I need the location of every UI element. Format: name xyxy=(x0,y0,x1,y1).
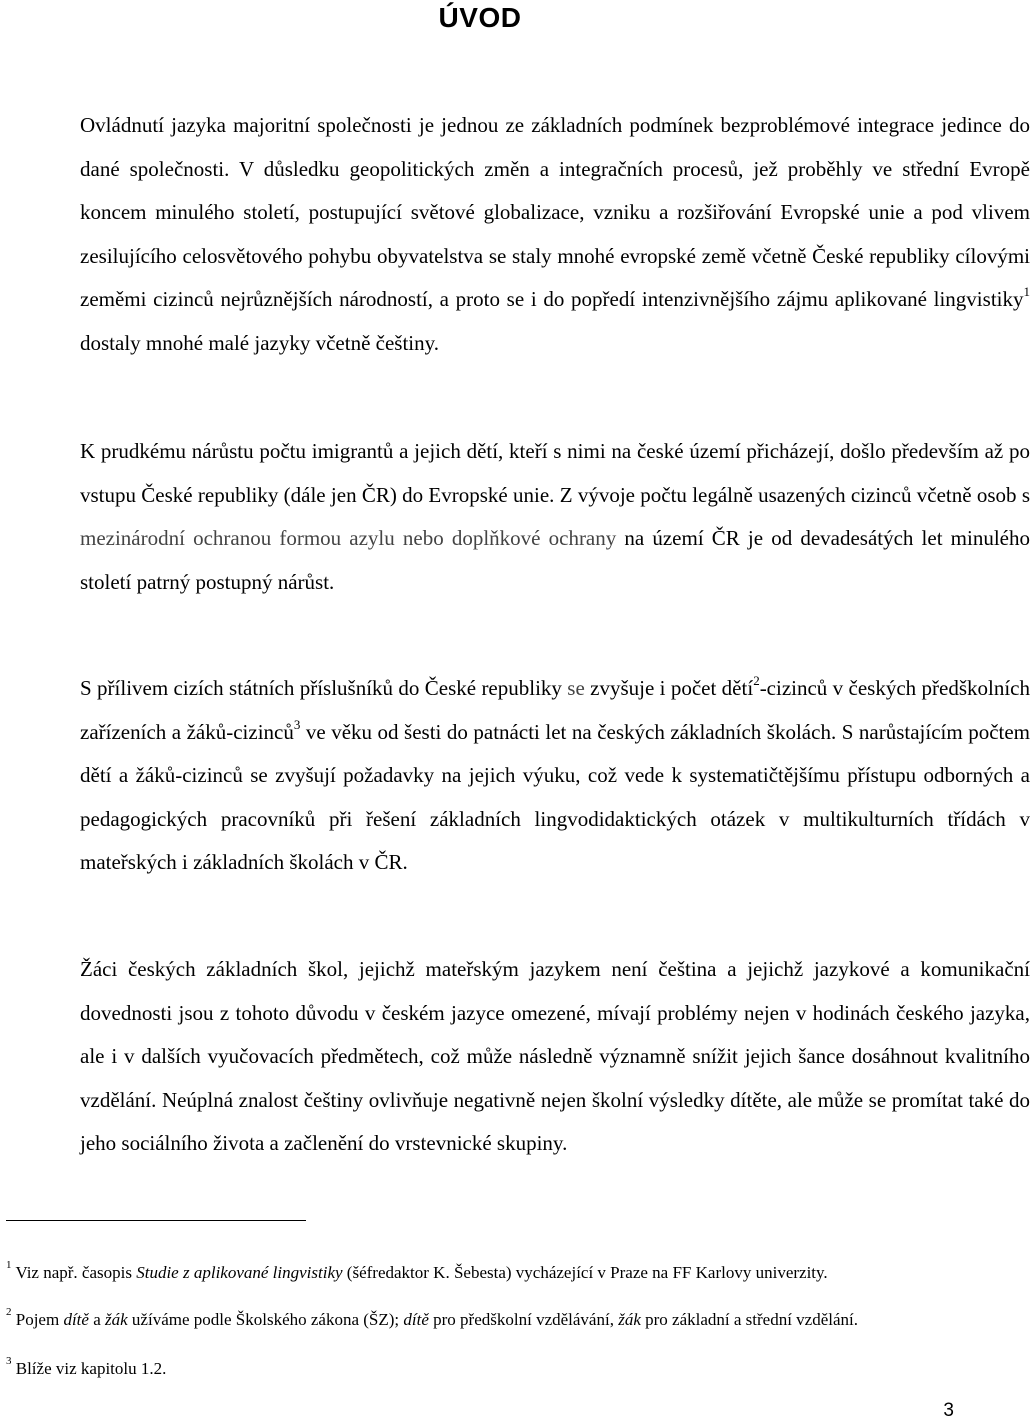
paragraph-text: dostaly mnohé malé jazyky včetně češtiny. xyxy=(80,330,440,355)
paragraph-text: zvyšuje i počet dětí xyxy=(584,676,754,700)
footnote-3 xyxy=(6,1355,956,1380)
footnote-italic: žák xyxy=(105,1310,128,1329)
paragraph-pupils xyxy=(6,948,1030,1166)
paragraph-text: -cizinců v českých předškolních zařízeních a žáků-cizinců xyxy=(80,676,1030,744)
footnote-text: pro základní a střední vzdělání. xyxy=(640,1310,859,1329)
footnote-text: pro předškolní vzdělávání, xyxy=(428,1310,619,1329)
footnote-italic: dítě xyxy=(403,1310,429,1329)
footnote-2 xyxy=(6,1306,956,1331)
paragraph-text: ve věku od šesti do patnácti let na českých základních školách. S narůstajícím počtem dětí a žáků-cizinců se zvyšují požadavky na jejich výuku, což vede k systematičtějšímu přístupu odborných a pedagogických pracovníků při řešení základních lingvodidaktických otázek v multikulturních třídách v mateřských i základních školách v ČR. xyxy=(80,719,1030,875)
footnote-ref-3[interactable]: 3 xyxy=(293,716,301,732)
footnote-text: a xyxy=(88,1310,105,1329)
paragraph-text: K prudkému nárůstu počtu imigrantů a jejich dětí, kteří s nimi na české území přicházejí, došlo především až po vstupu České republiky (dále jen ČR) do Evropské unie. Z vývoje počtu legálně usazených cizinců včetně osob s xyxy=(80,439,1030,507)
paragraph-text: Žáci českých základních škol, jejichž mateřským jazykem není čeština a jejichž jazykové a komunikační dovednosti jsou z tohoto důvodu v českém jazyce omezené, mívají problémy nejen v hodinách českého jazyka, ale i v dalších vyučovacích předmětech, což může následně významně snížit jejich šance dosáhnout kvalitního vzdělání. Neúplná znalost češtiny ovlivňuje negativně nejen školní výsledky dítěte, ale může se promítat také do jeho sociálního života a začlenění do vrstevnické skupiny. xyxy=(80,957,1030,1156)
page-title: ÚVOD xyxy=(438,2,522,33)
paragraph-intro xyxy=(6,104,1030,366)
paragraph-text: na území ČR je od devadesátých let minulého století patrný postupný nárůst. xyxy=(80,526,1030,594)
paragraph-text: S přílivem cizích státních příslušníků do České republiky xyxy=(80,676,568,700)
paragraph-text-grey: mezinárodní ochranou formou azylu nebo doplňkové ochrany xyxy=(80,526,617,551)
footnote-text: Viz např. časopis xyxy=(11,1263,137,1282)
footnote-number: 2 xyxy=(6,1306,12,1319)
footnote-italic: žák xyxy=(618,1310,641,1329)
footnote-text: Pojem xyxy=(11,1310,64,1329)
footnote-ref-2[interactable]: 2 xyxy=(753,673,760,688)
footnote-text: Blíže viz kapitolu 1.2. xyxy=(11,1359,167,1378)
footnote-italic: dítě xyxy=(63,1310,89,1329)
footnote-text: (šéfredaktor K. Šebesta) vycházející v Praze na FF Karlovy univerzity. xyxy=(342,1263,828,1282)
footnote-number: 1 xyxy=(6,1259,12,1272)
page-number: 3 xyxy=(943,1400,954,1421)
footnote-1 xyxy=(6,1259,956,1284)
footnote-number: 3 xyxy=(6,1355,12,1368)
footnote-separator xyxy=(6,1220,306,1221)
paragraph-text-grey: se xyxy=(567,676,585,700)
paragraph-text: Ovládnutí jazyka majoritní společnosti je jednou ze základních podmínek bezproblémové integrace jedince do dané společnosti. V důsledku geopolitických změn a integračních procesů, jež proběhly ve střední Evropě koncem minulého století, postupující světové globalizace, vzniku a rozšiřování Evropské unie a pod vlivem zesilujícího celosvětového pohybu obyvatelstva se staly mnohé evropské země včetně České republiky cílovými zeměmi cizinců nejrůznějších národností, a proto se i do popředí intenzivnějšího zájmu aplikované lingvistiky xyxy=(80,113,1030,312)
paragraph-children xyxy=(6,667,1030,885)
footnote-italic: Studie z aplikované lingvistiky xyxy=(136,1263,343,1282)
footnote-text: užíváme podle Školského zákona (ŠZ); xyxy=(127,1310,404,1329)
footnote-ref-1[interactable]: 1 xyxy=(1023,284,1030,300)
paragraph-immigration xyxy=(6,430,1030,604)
